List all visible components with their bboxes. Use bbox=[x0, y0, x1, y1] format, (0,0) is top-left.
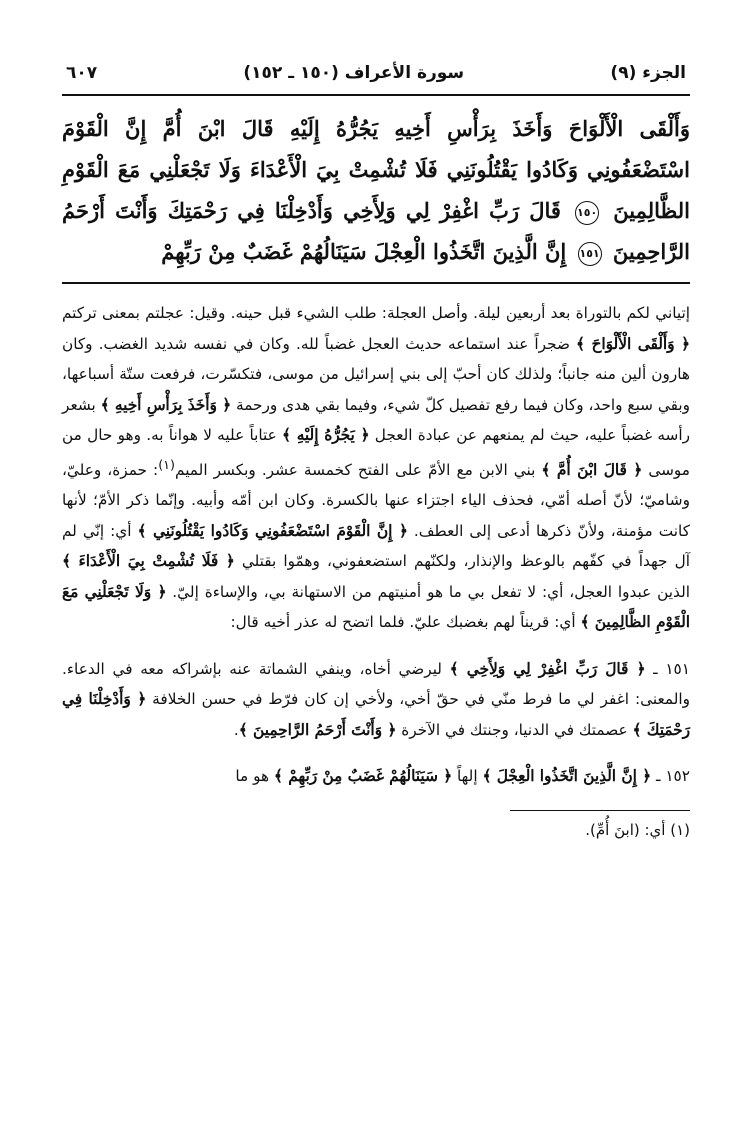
quran-quote: ﴿ يَجُرُّهُ إِلَيْهِ ﴾ bbox=[282, 426, 370, 444]
text-segment: عصمتك في الدنيا، وجنتك في الآخرة bbox=[396, 720, 633, 739]
quran-quote: ﴿ إِنَّ الَّذِينَ اتَّخَذُوا الْعِجْلَ ﴾ bbox=[482, 767, 652, 786]
text-segment: ضجراً عند استماعه حديث العجل غضباً لله. وكان في نفسه شديد الغضب. وكان هارون ألين منه جانباً؛ ولذلك كان أحبّ إلى بني إسرائيل من موسى، فتكسّرت، فرفعت ستّة أسباعها، وبقي سبع واحد، وكان فيما رفع تفصيل كلّ شيء، وفيما بقي هدى ورحمة bbox=[62, 334, 691, 414]
verse-ref-number: ١٥١ ـ bbox=[645, 659, 690, 678]
text-segment: عتاباً عليه لا هواناً به. وهو حال من موسى bbox=[62, 426, 690, 479]
verse-text: إِنَّ الَّذِينَ اتَّخَذُوا الْعِجْلَ سَيَنَالُهُمْ غَضَبٌ مِنْ رَبِّهِمْ bbox=[161, 239, 567, 264]
verse-number-badge: ١٥٠ bbox=[575, 201, 599, 225]
verse-number-badge: ١٥١ bbox=[578, 242, 602, 266]
text-segment: : حمزة، وعليّ، وشاميّ؛ لأنّ أصله أمّي، فحذف الياء اجتزاء عنها بالكسرة. وكان ابن أمّه وأبيه. وإنّما ذكر الأمّ؛ لأنها كانت مؤمنة، ولأنّ ذكرها أدعى إلى العطف. bbox=[62, 460, 690, 540]
quran-quote: ﴿ سَيَنَالُهُمْ غَضَبٌ مِنْ رَبِّهِمْ ﴾ bbox=[273, 767, 453, 786]
text-segment: الذين عبدوا العجل، أي: لا تفعل بي ما هو أمنيتهم من الاستهانة بي، والإساءة إليّ. bbox=[166, 582, 691, 601]
footnote: (١) أي: (ابنَ أُمِّ). bbox=[585, 820, 690, 839]
quran-quote: ﴿ قَالَ ابْنَ أُمَّ ﴾ bbox=[541, 460, 643, 479]
text-segment: إتياني لكم بالتوراة بعد أربعين ليلة. وأصل العجلة: طلب الشيء قبل حينه. وقيل: عجلتم بمعنى تركتم bbox=[62, 304, 690, 322]
quran-quote: ﴿ وَأَنْتَ أَرْحَمُ الرَّاحِمِينَ ﴾ bbox=[238, 720, 397, 739]
tafsir-paragraph bbox=[62, 761, 690, 792]
quran-quote: ﴿ وَلَا تَجْعَلْنِي مَعَ الْقَوْمِ الظَّالِمِينَ ﴾ bbox=[62, 582, 690, 632]
quran-quote: ﴿ وَأَدْخِلْنَا فِي رَحْمَتِكَ ﴾ bbox=[62, 690, 690, 739]
tafsir-paragraph bbox=[62, 654, 690, 746]
book-page bbox=[62, 56, 690, 839]
footnote-divider bbox=[510, 810, 690, 811]
quran-quote: ﴿ وَأَخَذَ بِرَأْسِ أَخِيهِ ﴾ bbox=[100, 395, 232, 414]
text-segment: . bbox=[233, 720, 239, 739]
paragraph-gap bbox=[62, 745, 690, 761]
footnote-ref[interactable]: (١) bbox=[158, 457, 176, 473]
text-segment: بشعر رأسه غضباً عليه، حيث لم يمنعهم عن عبادة العجل bbox=[62, 395, 690, 444]
page-header bbox=[62, 56, 690, 96]
text-segment: أي: إنّي لم آل جهداً في كفّهم بالوعظ والإنذار، ولكنّهم استضعفوني، وهمّوا بقتلي bbox=[62, 521, 690, 571]
quran-quote: ﴿ وَأَلْقَى الْأَلْوَاحَ ﴾ bbox=[576, 334, 690, 353]
text-segment: هو ما bbox=[235, 767, 274, 786]
quran-quote: ﴿ فَلَا تُشْمِتْ بِيَ الْأَعْدَاءَ ﴾ bbox=[62, 552, 235, 571]
juz-label: الجزء (٩) bbox=[610, 63, 686, 83]
text-segment: ليرضي أخاه، وينفي الشماتة عنه بإشراكه معه في الدعاء. والمعنى: اغفر لي ما فرط منّي في حقّ أخي، ولأخي إن كان فرّط في حسن الخلافة bbox=[62, 659, 690, 709]
paragraph-gap bbox=[62, 638, 690, 654]
verse-text: قَالَ رَبِّ اغْفِرْ لِي وَلِأَخِي وَأَدْخِلْنَا فِي رَحْمَتِكَ وَأَنْتَ أَرْحَمُ الرَّاحِمِينَ bbox=[62, 198, 690, 264]
quran-quote: ﴿ قَالَ رَبِّ اغْفِرْ لِي وَلِأَخِي ﴾ bbox=[449, 659, 646, 678]
text-segment: بني الابن مع الأمّ على الفتح كخمسة عشر. وبكسر الميم bbox=[175, 460, 542, 479]
verse-text: وَأَلْقَى الْأَلْوَاحَ وَأَخَذَ بِرَأْسِ أَخِيهِ يَجُرُّهُ إِلَيْهِ قَالَ ابْنَ أُمَّ إِنَّ الْقَوْمَ اسْتَضْعَفُونِي وَكَادُوا يَقْتُلُونَنِي فَلَا تُشْمِتْ بِيَ الْأَعْدَاءَ وَلَا تَجْعَلْنِي مَعَ الْقَوْمِ الظَّالِمِينَ bbox=[62, 116, 691, 223]
verse-ref-number: ١٥٢ ـ bbox=[651, 767, 690, 786]
tafsir-body bbox=[62, 298, 690, 792]
text-segment: أي: قريناً لهم بغضبك عليّ. فلما اتضح له عذر أخيه قال: bbox=[230, 613, 581, 632]
text-segment: إلهاً bbox=[452, 767, 483, 786]
quran-verses-block bbox=[62, 108, 690, 284]
quran-quote: ﴿ إِنَّ الْقَوْمَ اسْتَضْعَفُونِي وَكَادُوا يَقْتُلُونَنِي ﴾ bbox=[137, 521, 408, 540]
page-number: ٦٠٧ bbox=[66, 63, 98, 83]
surah-title: سورة الأعراف (١٥٠ ـ ١٥٢) bbox=[243, 63, 465, 83]
tafsir-paragraph bbox=[62, 298, 690, 638]
